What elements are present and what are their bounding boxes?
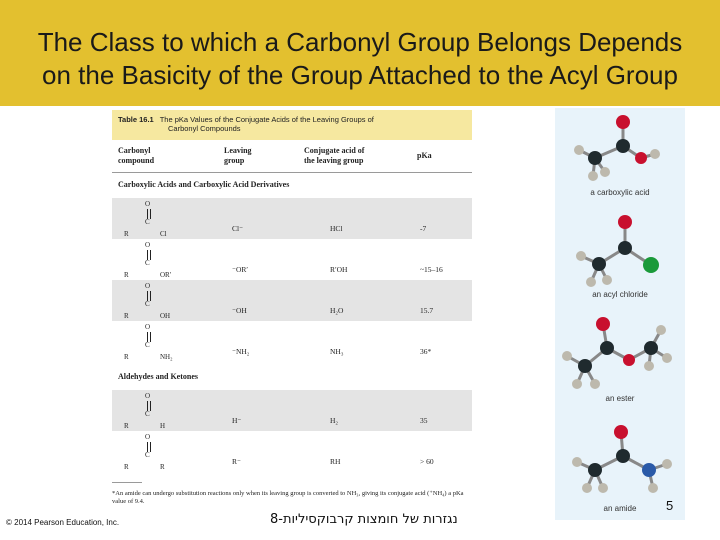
model-label-ester: an ester	[605, 394, 635, 403]
conjugate-acid-cell: RH	[330, 457, 341, 466]
carbonyl-structure	[120, 323, 180, 363]
hydrogen-atom	[576, 251, 586, 261]
conjugate-acid-cell: HCl	[330, 224, 343, 233]
column-header-leaving-l1: Leaving	[224, 146, 252, 155]
table-row	[112, 321, 472, 362]
conjugate-acid-cell: H₂O	[330, 306, 344, 315]
carbonyl-structure	[120, 433, 180, 473]
acyl-chloride-model	[576, 215, 659, 287]
substituent-label: OR′	[160, 271, 172, 279]
section-aldehydes-ketones: Aldehydes and Ketones	[118, 372, 199, 381]
pka-cell: -7	[420, 224, 427, 233]
r-letter: R	[124, 422, 129, 430]
chlorine-atom	[643, 257, 659, 273]
pka-cell: 35	[420, 416, 428, 425]
table-label: Table 16.1	[118, 115, 154, 124]
oxygen-letter: O	[145, 200, 151, 208]
r-letter: R	[124, 271, 129, 279]
model-label-carboxylic-acid: a carboxylic acid	[590, 188, 650, 197]
hydrogen-atom	[598, 483, 608, 493]
table-caption-line1: The pKa Values of the Conjugate Acids of the Leaving Groups of	[159, 115, 374, 124]
hydrogen-atom	[662, 459, 672, 469]
hydrogen-atom	[656, 325, 666, 335]
slide-title-line1: The Class to which a Carbonyl Group Belongs Depends	[37, 27, 683, 57]
table-caption-bar	[112, 110, 472, 140]
conjugate-acid-cell: NH₃	[330, 347, 344, 356]
pka-cell: 15.7	[420, 306, 434, 315]
hebrew-footer: נגזרות של חומצות קרבוקסיליות-8	[270, 512, 458, 527]
leaving-group-cell: Cl⁻	[232, 224, 244, 233]
carbonyl-structure	[120, 282, 180, 322]
oxygen-letter: O	[145, 392, 151, 400]
column-header-compound-l1: Carbonyl	[118, 146, 151, 155]
pka-cell: > 60	[420, 457, 434, 466]
copyright-notice: © 2014 Pearson Education, Inc.	[6, 518, 120, 527]
hydrogen-atom	[600, 167, 610, 177]
carbon-letter: C	[145, 451, 150, 459]
hydrogen-atom	[644, 361, 654, 371]
substituent-label: Cl	[160, 230, 167, 238]
leaving-group-cell: H⁻	[232, 416, 242, 425]
footnote-rule	[112, 482, 142, 483]
table-row	[112, 280, 472, 321]
hydrogen-atom	[574, 145, 584, 155]
column-header-compound-l2: compound	[118, 156, 155, 165]
hydrogen-atom	[582, 483, 592, 493]
oxygen-atom	[623, 354, 635, 366]
leaving-group-cell: ⁻NH₂	[232, 347, 250, 356]
column-header-leaving-group	[224, 146, 252, 166]
pka-table	[112, 110, 472, 520]
table-row	[112, 431, 472, 472]
oxygen-letter: O	[145, 282, 151, 290]
r-letter: R	[124, 353, 129, 361]
carbon-atom	[616, 139, 630, 153]
oxygen-atom	[635, 152, 647, 164]
substituent-label: OH	[160, 312, 171, 320]
column-header-leaving-l2: group	[224, 156, 245, 165]
leaving-group-cell: R⁻	[232, 457, 241, 466]
nitrogen-atom	[642, 463, 656, 477]
title-bar	[0, 0, 720, 106]
oxygen-atom	[614, 425, 628, 439]
column-header-acid-l2: the leaving group	[304, 156, 364, 165]
hydrogen-atom	[602, 275, 612, 285]
table-row	[112, 239, 472, 280]
carbon-letter: C	[145, 218, 150, 226]
column-header-compound	[118, 146, 154, 166]
pka-cell: 36*	[420, 347, 432, 356]
column-header-pka: pKa	[417, 151, 432, 160]
table-footnote: *An amide can undergo substitution reactions only when its leaving group is converted to NH₃, giving its conjugate acid (⁺NH₄) a pKa value of 9.4.	[112, 490, 464, 505]
table-row	[112, 390, 472, 431]
hydrogen-atom	[572, 457, 582, 467]
conjugate-acid-cell: R′OH	[330, 265, 348, 274]
carbon-letter: C	[145, 259, 150, 267]
pka-cell: ~15–16	[420, 265, 443, 274]
carboxylic-acid-model	[574, 115, 660, 181]
carbon-letter: C	[145, 300, 150, 308]
carbon-atom	[618, 241, 632, 255]
r-letter: R	[124, 230, 129, 238]
slide-title	[0, 26, 720, 92]
carbon-atom	[616, 449, 630, 463]
carbon-letter: C	[145, 341, 150, 349]
carbon-atom	[644, 341, 658, 355]
carbon-letter: C	[145, 410, 150, 418]
oxygen-letter: O	[145, 323, 151, 331]
leaving-group-cell: ⁻OH	[232, 306, 247, 315]
carbonyl-structure	[120, 241, 180, 281]
hydrogen-atom	[650, 149, 660, 159]
hydrogen-atom	[648, 483, 658, 493]
molecule-models-svg	[555, 108, 685, 520]
carbon-atom	[592, 257, 606, 271]
hydrogen-atom	[662, 353, 672, 363]
hydrogen-atom	[590, 379, 600, 389]
carbon-atom	[588, 151, 602, 165]
carbon-atom	[600, 341, 614, 355]
oxygen-atom	[616, 115, 630, 129]
carbonyl-structure	[120, 200, 180, 240]
carbon-atom	[588, 463, 602, 477]
hydrogen-atom	[588, 171, 598, 181]
carbonyl-structure	[120, 392, 180, 432]
oxygen-atom	[618, 215, 632, 229]
section-carboxylic: Carboxylic Acids and Carboxylic Acid Derivatives	[118, 180, 290, 189]
column-header-acid-l1: Conjugate acid of	[304, 146, 365, 155]
model-label-acyl-chloride: an acyl chloride	[592, 290, 648, 299]
amide-model	[572, 425, 672, 493]
carbon-atom	[578, 359, 592, 373]
slide-title-line2: on the Basicity of the Group Attached to the Acyl Group	[42, 60, 678, 90]
conjugate-acid-cell: H₂	[330, 416, 339, 425]
table-caption-line2: Carbonyl Compounds	[168, 124, 241, 133]
r-letter: R	[124, 463, 129, 471]
hydrogen-atom	[572, 379, 582, 389]
hydrogen-atom	[586, 277, 596, 287]
table-caption	[118, 115, 374, 133]
oxygen-atom	[596, 317, 610, 331]
molecule-models-panel	[555, 108, 685, 520]
ester-model	[562, 317, 672, 389]
oxygen-letter: O	[145, 433, 151, 441]
hydrogen-atom	[562, 351, 572, 361]
r-letter: R	[124, 312, 129, 320]
substituent-label: R	[160, 463, 165, 471]
substituent-label: H	[160, 422, 166, 430]
substituent-label: NH₂	[160, 353, 173, 361]
column-header-conjugate-acid	[304, 146, 364, 166]
oxygen-letter: O	[145, 241, 151, 249]
table-row	[112, 198, 472, 239]
header-divider	[112, 172, 472, 173]
page-number: 5	[666, 498, 674, 513]
leaving-group-cell: ⁻OR′	[232, 265, 249, 274]
model-label-amide: an amide	[603, 504, 637, 513]
